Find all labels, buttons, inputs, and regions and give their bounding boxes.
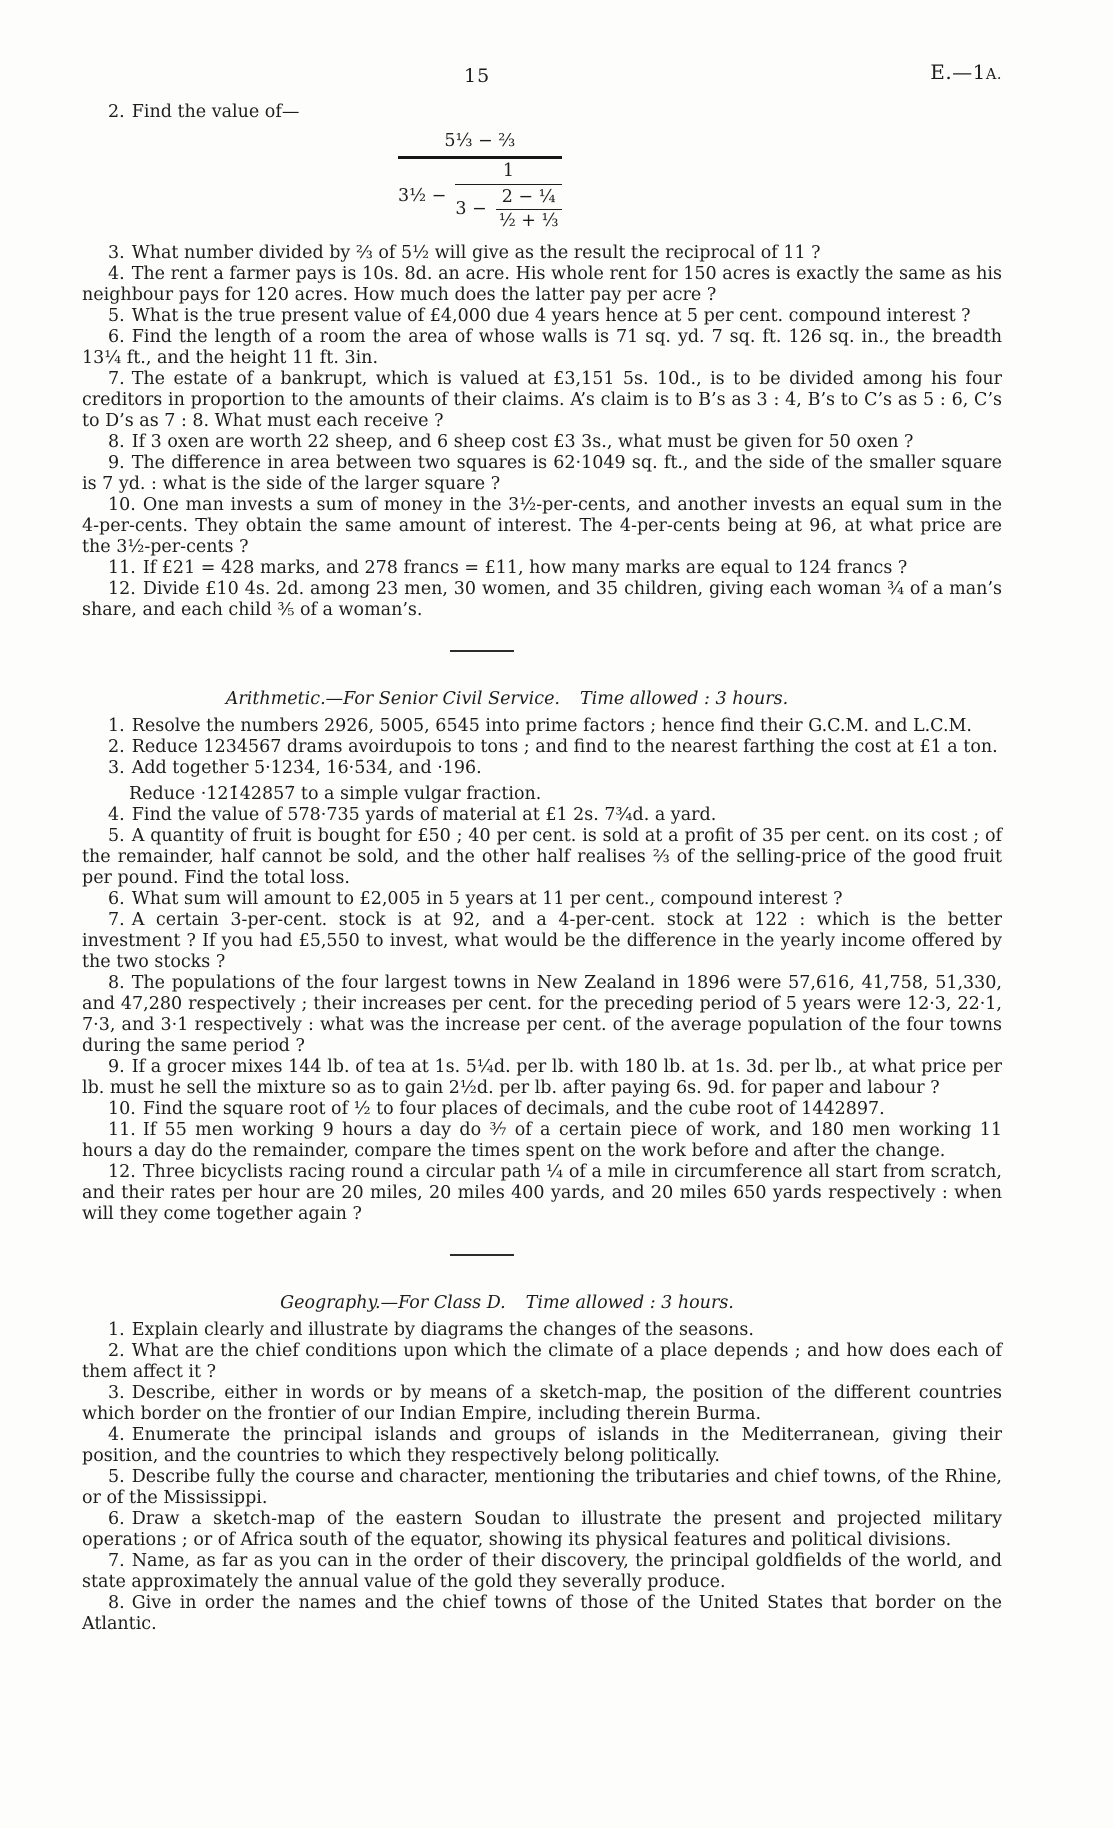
doc-ref-suffix: A. — [985, 67, 1002, 83]
question — [82, 1551, 1002, 1593]
question-text: A quantity of fruit is bought for £50 ; 40 per cent. is sold at a profit of 35 per cent. on its cost ; of the remainder, half cannot be sold, and the other half realises ⅔ of the selling-price of the good fruit per pound. Find the total loss. — [82, 826, 1002, 888]
question — [82, 558, 1002, 579]
innermost-denominator: ½ + ⅓ — [498, 211, 559, 231]
question-number: 12. — [108, 1162, 136, 1182]
question-text: The estate of a bankrupt, which is valued at £3,151 5s. 10d., is to be divided among his four creditors in proportion to the amounts of their claims. A’s claim is to B’s as 3 : 4, B’s to C’s as 5 : 6, C’s to D’s as 7 : 8. What must each receive ? — [82, 369, 1002, 431]
question-text: The difference in area between two squares is 62·1049 sq. ft., and the side of the smaller square is 7 yd. : what is the side of the larger square ? — [82, 453, 1002, 494]
question — [82, 1509, 1002, 1551]
question — [82, 327, 1002, 369]
question-number: 3. — [108, 243, 125, 263]
section-heading-geography — [82, 1293, 1002, 1314]
nested-denominator-prefix: 3 − — [455, 199, 487, 219]
question-text: Explain clearly and illustrate by diagrams the changes of the seasons. — [131, 1320, 754, 1340]
question-text: Give in order the names and the chief towns of those of the United States that border on the Atlantic. — [82, 1593, 1002, 1634]
question-number: 11. — [108, 1120, 136, 1140]
question-number: 8. — [108, 1593, 125, 1613]
question — [82, 910, 1002, 973]
question-number: 9. — [108, 1057, 125, 1077]
question — [82, 579, 1002, 621]
question — [82, 1120, 1002, 1162]
question — [82, 1341, 1002, 1383]
question — [82, 758, 1002, 779]
question-list-geography — [82, 1320, 1002, 1635]
question — [82, 784, 1002, 805]
question-number: 5. — [108, 826, 125, 846]
question-text: Reduce ·121̇42857̇ to a simple vulgar fraction. — [129, 784, 542, 804]
question-number: 1. — [108, 716, 125, 736]
question-number: 3. — [108, 1383, 125, 1403]
question-number: 6. — [108, 327, 125, 347]
question-text: What are the chief conditions upon which the climate of a place depends ; and how does each of them affect it ? — [82, 1341, 1002, 1382]
question-text: A certain 3-per-cent. stock is at 92, and a 4-per-cent. stock at 122 : which is the better investment ? If you had £5,550 to invest, what would be the difference in the yearly income offered by the two stocks ? — [82, 910, 1002, 972]
question-text: The rent a farmer pays is 10s. 8d. an acre. His whole rent for 150 acres is exactly the same as his neighbour pays for 120 acres. How much does the latter pay per acre ? — [82, 264, 1002, 305]
page-number: 15 — [464, 65, 491, 87]
question — [82, 1099, 1002, 1120]
question-text: Divide £10 4s. 2d. among 23 men, 30 women, and 35 children, giving each woman ¾ of a man’s share, and each child ⅗ of a woman’s. — [82, 579, 1002, 620]
question-number: 4. — [108, 1425, 125, 1445]
question-number: 4. — [108, 264, 125, 284]
question-text: Find the square root of ½ to four places of decimals, and the cube root of 1442897. — [142, 1099, 885, 1119]
question — [82, 495, 1002, 558]
question-number: 8. — [108, 973, 125, 993]
question-text: Add together 5·123̇4̇, 16·5̇34̇, and ·196̇. — [131, 758, 482, 778]
question-text: Find the value of 578·735 yards of material at £1 2s. 7¾d. a yard. — [131, 805, 717, 825]
question-text: Enumerate the principal islands and groups of islands in the Mediterranean, giving their position, and the countries to which they respectively belong politically. — [82, 1425, 1002, 1466]
question — [82, 453, 1002, 495]
question — [82, 973, 1002, 1057]
question-text: If 55 men working 9 hours a day do ³⁄₇ of a certain piece of work, and 180 men working 11 hours a day do the remainder, compare the times spent on the work before and after the change. — [82, 1120, 1002, 1161]
question-number: 10. — [108, 495, 136, 515]
question-text: One man invests a sum of money in the 3½-per-cents, and another invests an equal sum in the 4-per-cents. They obtain the same amount of interest. The 4-per-cents being at 96, at what price are the 3½-per-cents ? — [82, 495, 1002, 557]
question-number: 12. — [108, 579, 136, 599]
question-number: 7. — [108, 910, 125, 930]
question — [82, 1425, 1002, 1467]
section-heading-arithmetic — [82, 689, 1002, 710]
question-number: 6. — [108, 1509, 125, 1529]
section-title: Geography.—For Class D. — [280, 1293, 506, 1313]
question-number: 9. — [108, 453, 125, 473]
question — [82, 369, 1002, 432]
main-fraction — [398, 131, 562, 232]
nested-denominator — [455, 185, 561, 232]
question-text: Describe fully the course and character, mentioning the tributaries and chief towns, of the Rhine, or of the Mississippi. — [82, 1467, 1002, 1508]
main-denominator — [398, 159, 562, 232]
question — [82, 306, 1002, 327]
denominator-prefix: 3½ − — [398, 186, 447, 206]
question-number: 7. — [108, 1551, 125, 1571]
question-number: 4. — [108, 805, 125, 825]
question-number: 6. — [108, 889, 125, 909]
question-text: Name, as far as you can in the order of their discovery, the principal goldfields of the world, and state approximately the annual value of the gold they severally produce. — [82, 1551, 1002, 1592]
question — [82, 1593, 1002, 1635]
question-text: Draw a sketch-map of the eastern Soudan to illustrate the present and projected military operations ; or of Africa south of the equator, showing its physical features and political divisions. — [82, 1509, 1002, 1550]
question-number: 2. — [108, 102, 125, 122]
question-text: What is the true present value of £4,000 due 4 years hence at 5 per cent. compound interest ? — [131, 306, 971, 326]
question-list-arithmetic — [82, 716, 1002, 1225]
question — [82, 737, 1002, 758]
question-text: The populations of the four largest towns in New Zealand in 1896 were 57,616, 41,758, 51,330, and 47,280 respectively ; their increases per cent. for the preceding period of 5 years were 12·3, 22·1, 7·3, and 3·1 respectively : what was the increase per cent. of the average population of the four towns during the same period ? — [82, 973, 1002, 1056]
question — [82, 826, 1002, 889]
question-number: 5. — [108, 1467, 125, 1487]
question — [82, 1383, 1002, 1425]
question-number: 5. — [108, 306, 125, 326]
question-text: Describe, either in words or by means of a sketch-map, the position of the different countries which border on the frontier of our Indian Empire, including therein Burma. — [82, 1383, 1002, 1424]
question-number: 7. — [108, 369, 125, 389]
question-text: If £21 = 428 marks, and 278 francs = £11, how many marks are equal to 124 francs ? — [142, 558, 908, 578]
complex-fraction-expression — [398, 131, 1002, 232]
document-reference — [930, 62, 1002, 86]
question — [82, 1057, 1002, 1099]
question-number: 2. — [108, 1341, 125, 1361]
question-text: If a grocer mixes 144 lb. of tea at 1s. 5¼d. per lb. with 180 lb. at 1s. 3d. per lb., at what price per lb. must he sell the mixture so as to gain 2½d. per lb. after paying 6s. 9d. for paper and labour ? — [82, 1057, 1002, 1098]
time-allowed: Time allowed : 3 hours. — [525, 1293, 734, 1313]
question-list-continued — [82, 243, 1002, 621]
question-number: 10. — [108, 1099, 136, 1119]
question — [82, 1467, 1002, 1509]
question — [82, 102, 1002, 123]
page-header — [82, 58, 1002, 102]
section-divider — [450, 1254, 514, 1256]
innermost-numerator: 2 − ¼ — [496, 187, 562, 210]
question-number: 3. — [108, 758, 125, 778]
question-text: If 3 oxen are worth 22 sheep, and 6 sheep cost £3 3s., what must be given for 50 oxen ? — [131, 432, 914, 452]
question-number: 8. — [108, 432, 125, 452]
question — [82, 805, 1002, 826]
question — [82, 716, 1002, 737]
innermost-fraction — [496, 187, 562, 232]
question-number: 11. — [108, 558, 136, 578]
question — [82, 432, 1002, 453]
question — [82, 1162, 1002, 1225]
question-text: Resolve the numbers 2926, 5005, 6545 into prime factors ; hence find their G.C.M. and L.C.M. — [131, 716, 972, 736]
question-text: Find the length of a room the area of whose walls is 71 sq. yd. 7 sq. ft. 126 sq. in., the breadth 13¼ ft., and the height 11 ft. 3in. — [82, 327, 1002, 368]
question — [82, 889, 1002, 910]
nested-fraction — [455, 161, 561, 232]
main-numerator: 5⅓ − ⅔ — [398, 131, 562, 159]
nested-numerator: 1 — [455, 161, 561, 185]
question — [82, 1320, 1002, 1341]
section-title: Arithmetic.—For Senior Civil Service. — [225, 689, 560, 709]
question-text: Reduce 1234567 drams avoirdupois to tons ; and find to the nearest farthing the cost at £1 a ton. — [131, 737, 998, 757]
question-text: Find the value of— — [131, 102, 300, 122]
section-divider — [450, 650, 514, 652]
time-allowed: Time allowed : 3 hours. — [580, 689, 789, 709]
question-number: 1. — [108, 1320, 125, 1340]
question-text: Three bicyclists racing round a circular path ¼ of a mile in circumference all start from scratch, and their rates per hour are 20 miles, 20 miles 400 yards, and 20 miles 650 yards respectively : when will they come together again ? — [82, 1162, 1002, 1224]
question — [82, 264, 1002, 306]
question-text: What sum will amount to £2,005 in 5 years at 11 per cent., compound interest ? — [131, 889, 843, 909]
question-text: What number divided by ⅔ of 5½ will give as the result the reciprocal of 11 ? — [131, 243, 821, 263]
question-number: 2. — [108, 737, 125, 757]
question — [82, 243, 1002, 264]
doc-ref-main: E.—1 — [930, 60, 986, 84]
